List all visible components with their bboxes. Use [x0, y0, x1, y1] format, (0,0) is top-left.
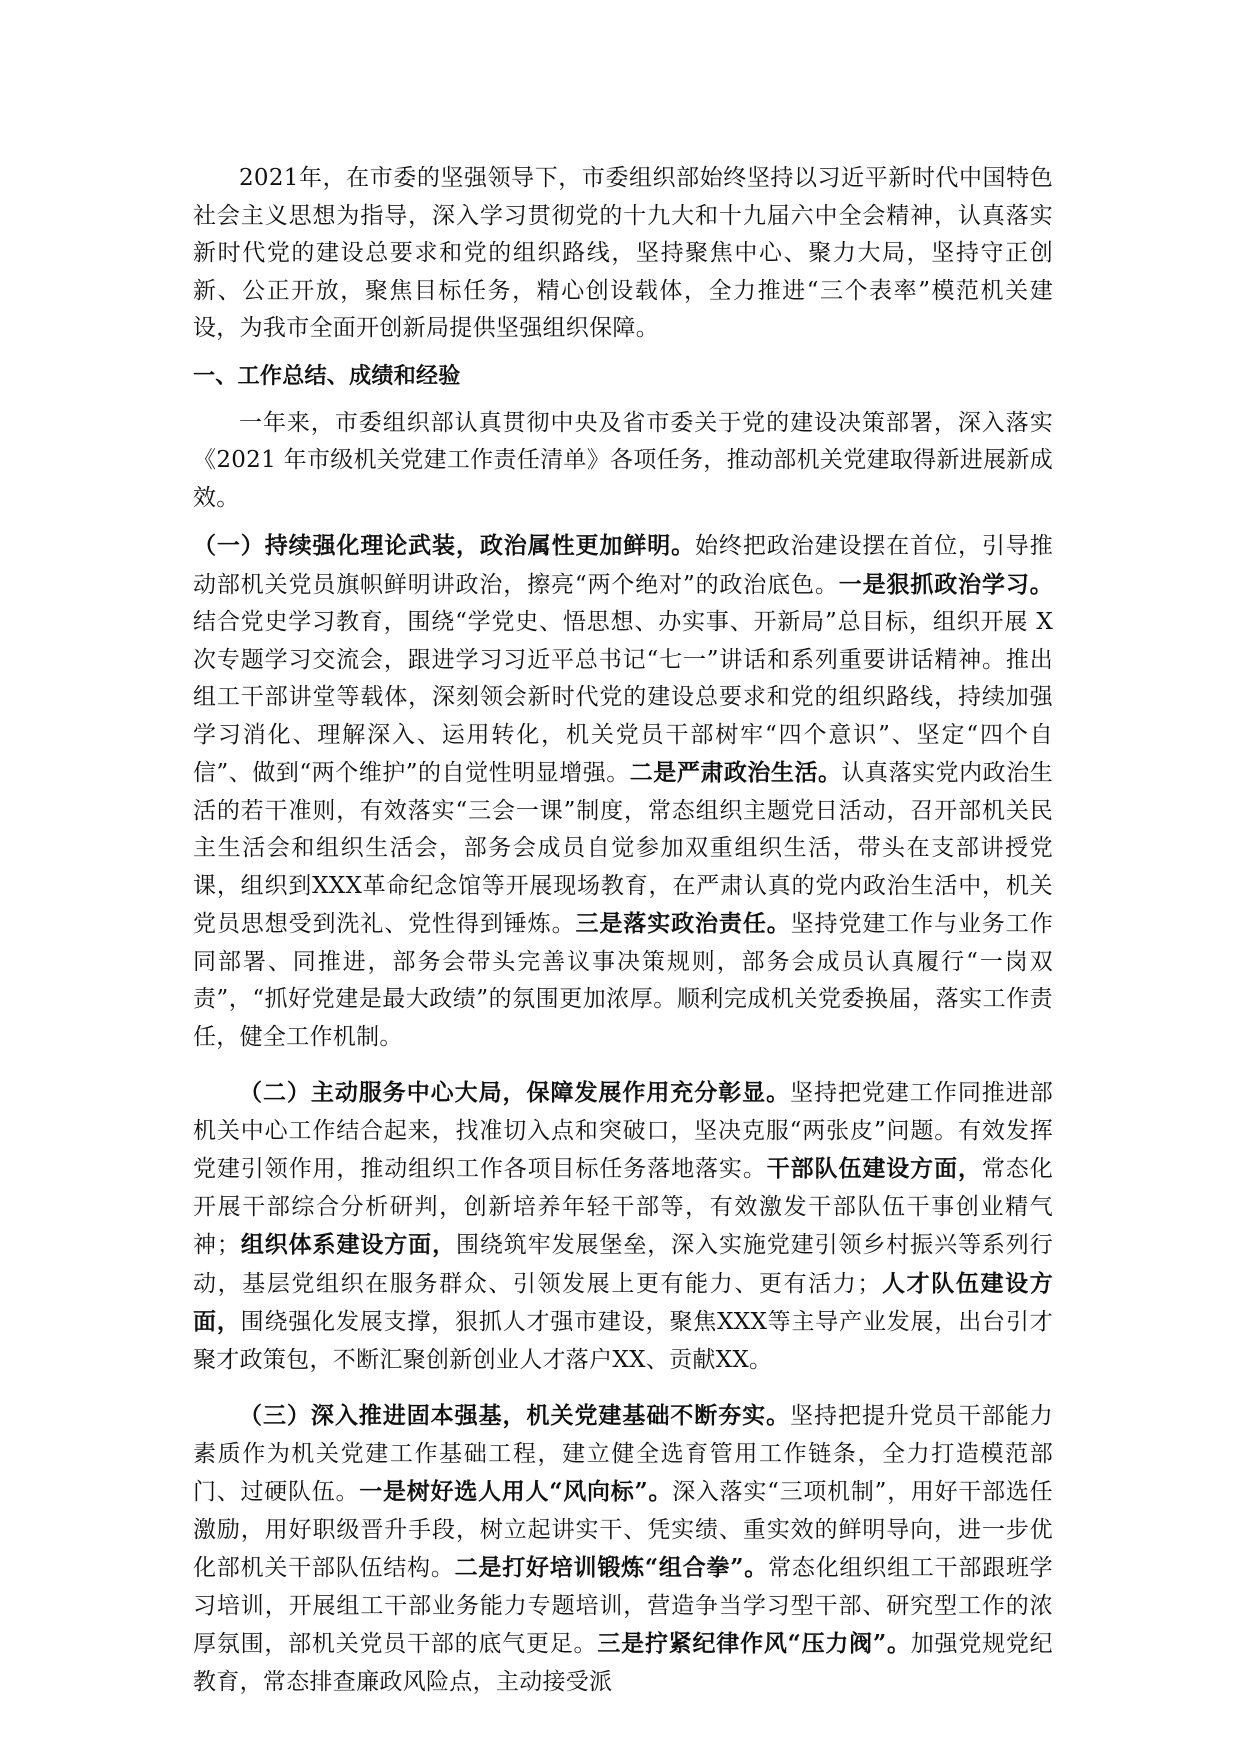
summary-paragraph: 一年来，市委组织部认真贯彻中央及省市委关于党的建设决策部署，深入落实《2021 年市级机关党建工作责任清单》各项任务，推动部机关党建取得新进展新成效。: [193, 409, 1053, 511]
subsection-2-text: 围绕筑牢发展堡垒，深入实施党建引领乡村振兴等系列行动，基层党组织在服务群众、引领发展上更有能力、更有活力；: [193, 1232, 1054, 1297]
subsection-2-title: （二）主动服务中心大局，保障发展作用充分彰显。: [239, 1079, 791, 1106]
subsection-2-text: 围绕强化发展支撑，狠抓人才强市建设，聚焦XXX等主导产业发展，出台引才聚才政策包，不断汇聚创新创业人才落户XX、贡献XX。: [193, 1309, 1053, 1373]
section-heading: 一、工作总结、成绩和经验: [193, 363, 461, 389]
subsection-2-text: 坚持把党建工作同推进部机关中心工作结合起来，找准切入点和突破口，坚决克服“两张皮”问题。有效发挥党建引领作用，推动组织工作各项目标任务落地落实。: [193, 1080, 1053, 1182]
subsection-1-text: 认真落实党内政治生活的若干准则，有效落实“三会一课”制度，常态组织主题党日活动，召开部机关民主生活会和组织生活会，部务会成员自觉参加双重组织生活，带头在支部讲授党课，组织到XXX革命纪念馆等开展现场教育，在严肃认真的党内政治生活中，机关党员思想受到洗礼、党性得到锤炼。: [193, 760, 1054, 937]
subsection-3-point-3: 三是拧紧纪律作风“压力阀”。: [597, 1630, 911, 1657]
subsection-3-text: 常态化组织组工干部跟班学习培训，开展组工干部业务能力专题培训，营造争当学习型干部、研究型工作的浓厚氛围，部机关党员干部的底气更足。: [193, 1555, 1053, 1657]
document-page: [193, 160, 1053, 1701]
intro-paragraph: 2021年，在市委的坚强领导下，市委组织部始终坚持以习近平新时代中国特色社会主义思想为指导，深入学习贯彻党的十九大和十九届六中全会精神，认真落实新时代党的建设总要求和党的组织路线，坚持聚焦中心、聚力大局，坚持守正创新、公正开放，聚焦目标任务，精心创设载体，全力推进“三个表率”模范机关建设，为我市全面开创新局提供坚强组织保障。: [193, 165, 1053, 341]
subsection-3-point-1: 一是树好选人用人“风向标”。: [359, 1478, 673, 1505]
subsection-1-text: 始终把政治建设摆在首位，引导推动部机关党员旗帜鲜明讲政治，擦亮“两个绝对”的政治底色。: [193, 533, 1053, 598]
subsection-1-point-2: 二是严肃政治生活。: [629, 759, 842, 786]
subsection-2-point-3: 人才队伍建设方面，: [193, 1269, 1053, 1335]
subsection-2-point-1: 干部队伍建设方面，: [766, 1155, 982, 1182]
subsection-2-paragraph: [193, 1074, 1053, 1379]
subsection-3-text: 坚持把提升党员干部能力素质作为机关党建工作基础工程，建立健全选育管用工作链条，全力打造模范部门、过硬队伍。: [193, 1403, 1053, 1505]
subsection-3-text: 深入落实“三项机制”，用好干部选任激励，用好职级晋升手段，树立起讲实干、凭实绩、重实效的鲜明导向，进一步优化部机关干部队伍结构。: [193, 1479, 1053, 1581]
subsection-2-point-2: 组织体系建设方面，: [240, 1231, 456, 1258]
subsection-3-paragraph: [193, 1397, 1053, 1701]
subsection-1-text: 结合党史学习教育，围绕“学党史、悟思想、办实事、开新局”总目标，组织开展 X次专题学习交流会，跟进学习习近平总书记“七一”讲话和系列重要讲话精神。推出组工干部讲堂等载体，深刻领会新时代党的建设总要求和党的组织路线，持续加强学习消化、理解深入、运用转化，机关党员干部树牢“四个意识”、坚定“四个自信”、做到“两个维护”的自觉性明显增强。: [193, 609, 1053, 786]
subsection-1-title: （一）持续强化理论武装，政治属性更加鲜明。: [193, 532, 696, 559]
subsection-1-point-3: 三是落实政治责任。: [575, 910, 791, 937]
subsection-3-text: 加强党规党纪教育，常态排查廉政风险点，主动接受派: [193, 1631, 1053, 1695]
subsection-3-point-2: 二是打好培训锻炼“组合拳”。: [454, 1554, 769, 1581]
subsection-1-point-1: 一是狠抓政治学习。: [838, 570, 1053, 598]
subsection-1-paragraph: [193, 527, 1053, 1056]
subsection-2-text: 常态化开展干部综合分析研判，创新培养年轻干部等，有效激发干部队伍干事创业精气神；: [193, 1156, 1054, 1258]
subsection-1-text: 坚持党建工作与业务工作同部署、同推进，部务会带头完善议事决策规则，部务会成员认真履行“一岗双责”，“抓好党建是最大政绩”的氛围更加浓厚。顺利完成机关党委换届，落实工作责任，健全工作机制。: [193, 911, 1053, 1050]
subsection-3-title: （三）深入推进固本强基，机关党建基础不断夯实。: [239, 1402, 791, 1429]
